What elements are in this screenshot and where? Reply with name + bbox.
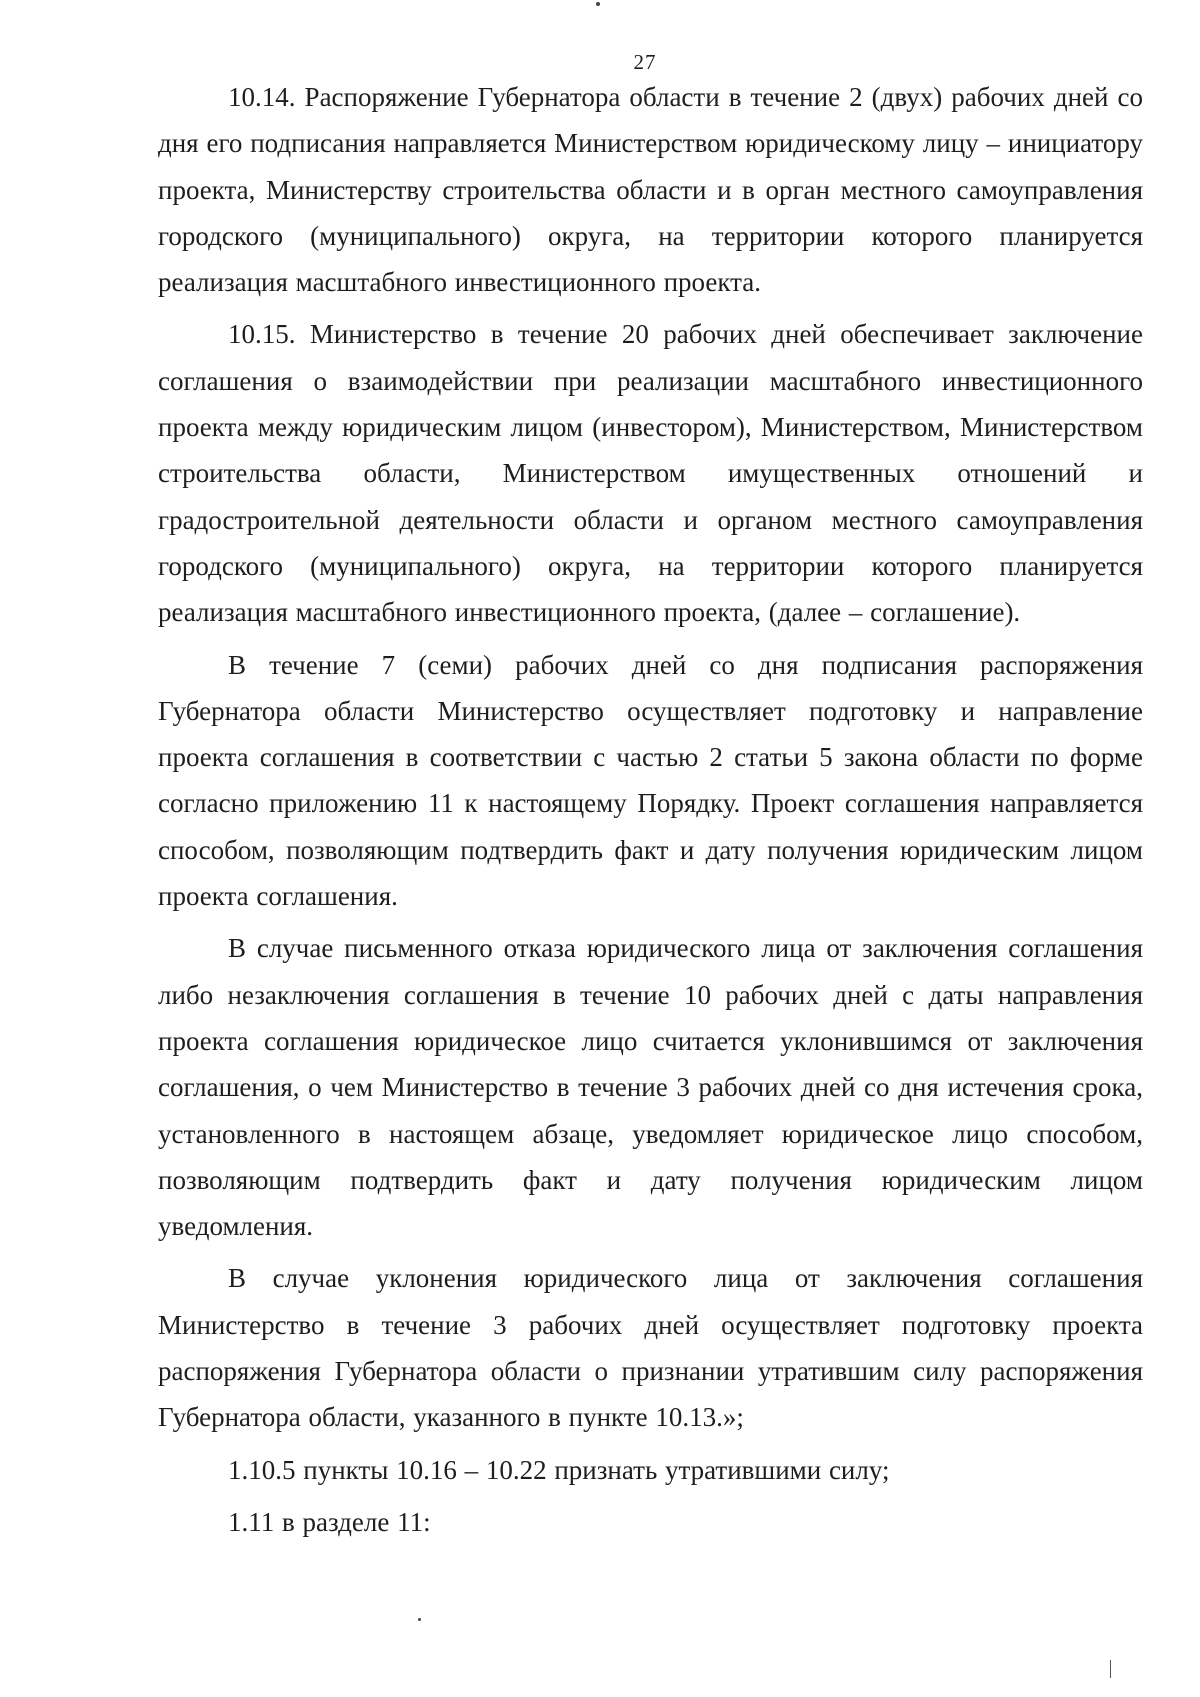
paragraph-evasion: В случае уклонения юридического лица от заключения соглашения Министерство в течение 3 рабочих дней осуществляет подготовку проекта распоряжения Губернатора области о признании утратившим силу распоряжения Губернатора области, указанного в пункте 10.13.»; [158, 1263, 1143, 1433]
body-text [158, 74, 1143, 1551]
scan-speck [418, 1618, 421, 1621]
paragraph-draft-agreement: В течение 7 (семи) рабочих дней со дня подписания распоряжения Губернатора области Министерство осуществляет подготовку и направление проекта соглашения в соответствии с частью 2 статьи 5 закона области по форме согласно приложению 11 к настоящему Порядку. Проект соглашения направляется способом, позволяющим подтвердить факт и дату получения юридическим лицом проекта соглашения. [158, 649, 1143, 912]
scan-edge-mark [1110, 1660, 1111, 1678]
paragraph-10-15: 10.15. Министерство в течение 20 рабочих дней обеспечивает заключение соглашения о взаимодействии при реализации масштабного инвестиционного проекта между юридическим лицом (инвестором), Министерством, Министерством строительства области, Министерством имущественных отношений и градостроительной деятельности области и органом местного самоуправления городского (муниципального) округа, на территории которого планируется реализация масштабного инвестиционного проекта, (далее – соглашение). [158, 319, 1143, 628]
paragraph-1-10-5: 1.10.5 пункты 10.16 – 10.22 признать утратившими силу; [228, 1454, 890, 1485]
paragraph-10-14: 10.14. Распоряжение Губернатора области в течение 2 (двух) рабочих дней со дня его подписания направляется Министерством юридическому лицу – инициатору проекта, Министерству строительства области и в орган местного самоуправления городского (муниципального) округа, на территории которого планируется реализация масштабного инвестиционного проекта. [158, 82, 1143, 298]
page-number: 27 [633, 50, 657, 74]
paragraph-refusal: В случае письменного отказа юридического лица от заключения соглашения либо незаключения соглашения в течение 10 рабочих дней с даты направления проекта соглашения юридическое лицо считается уклонившимся от заключения соглашения, о чем Министерство в течение 3 рабочих дней со дня истечения срока, установленного в настоящем абзаце, уведомляет юридическое лицо способом, позволяющим подтвердить факт и дату получения юридическим лицом уведомления. [158, 933, 1143, 1242]
scan-speck [596, 2, 600, 6]
paragraph-1-11: 1.11 в разделе 11: [228, 1506, 431, 1537]
